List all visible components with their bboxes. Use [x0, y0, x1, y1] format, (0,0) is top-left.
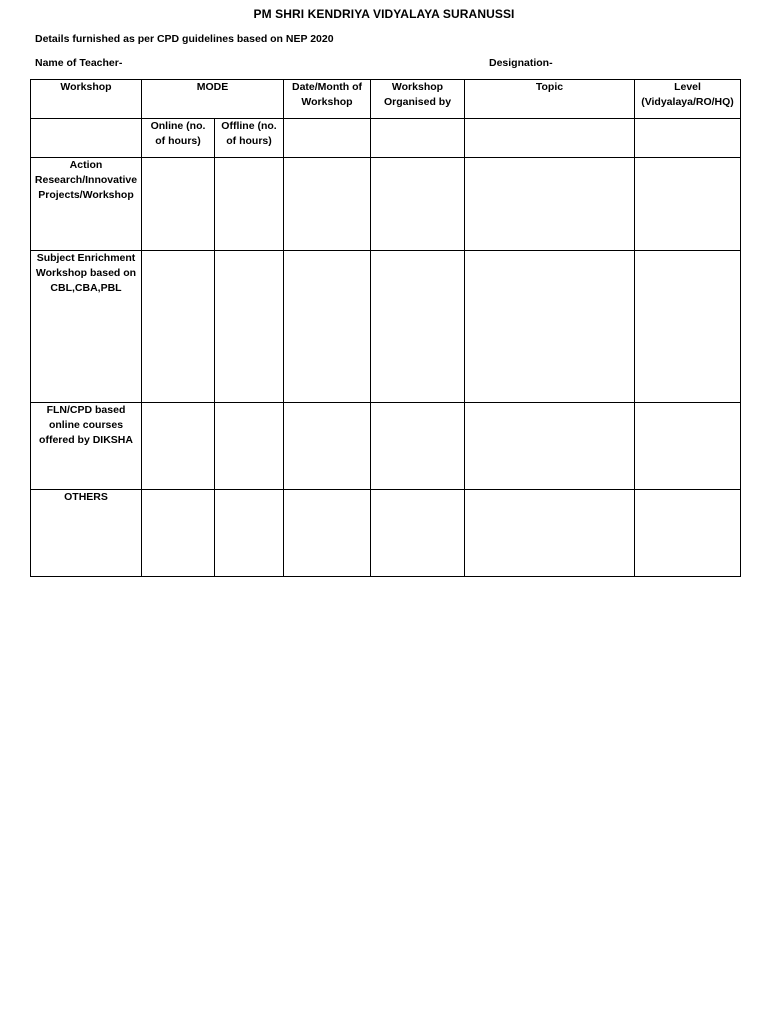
teacher-name-label: Name of Teacher- [35, 57, 123, 69]
table-cell [215, 158, 284, 251]
table-cell [465, 403, 635, 490]
table-cell [635, 251, 741, 403]
table-subheader-row [31, 119, 741, 158]
row-label-text: Subject Enrichment Workshop based on CBL,CBA,PBL [35, 252, 137, 294]
table-cell [465, 490, 635, 577]
header-workshop [31, 80, 142, 119]
table-cell [215, 251, 284, 403]
header-topic [465, 80, 635, 119]
table-cell [284, 158, 371, 251]
table-cell [465, 251, 635, 403]
subheader-online [142, 119, 215, 158]
header-level-text: Level (Vidyalaya/RO/HQ) [641, 81, 734, 108]
table-cell [284, 251, 371, 403]
row-label-subject-enrichment [31, 251, 142, 403]
table-cell [142, 490, 215, 577]
table-cell [465, 158, 635, 251]
table-cell [215, 490, 284, 577]
table-cell [465, 119, 635, 158]
header-organised-by [371, 80, 465, 119]
table-cell [284, 403, 371, 490]
row-label-text: Action Research/Innovative Projects/Workshop [34, 159, 138, 201]
header-level [635, 80, 741, 119]
table-row [31, 403, 741, 490]
cpd-table [30, 79, 741, 577]
row-label-text: OTHERS [64, 491, 108, 503]
table-cell [371, 119, 465, 158]
table-row [31, 158, 741, 251]
table-cell [31, 119, 142, 158]
table-cell [371, 251, 465, 403]
row-label-action-research [31, 158, 142, 251]
row-label-text: FLN/CPD based online courses offered by DIKSHA [39, 404, 133, 446]
table-cell [284, 490, 371, 577]
table-row [31, 251, 741, 403]
table-header-row [31, 80, 741, 119]
header-date-month [284, 80, 371, 119]
table-cell [215, 403, 284, 490]
header-topic-text: Topic [535, 81, 564, 93]
document-title: PM SHRI KENDRIYA VIDYALAYA SURANUSSI [253, 7, 515, 21]
subheader-offline-text: Offline (no. of hours) [221, 120, 277, 147]
table-cell [142, 403, 215, 490]
table-row [31, 490, 741, 577]
header-mode-text: MODE [196, 81, 229, 93]
table-cell [635, 158, 741, 251]
table-cell [635, 490, 741, 577]
document-subtitle: Details furnished as per CPD guidelines based on NEP 2020 [35, 33, 334, 45]
table-cell [142, 158, 215, 251]
table-cell [142, 251, 215, 403]
table-cell [284, 119, 371, 158]
row-label-fln-cpd [31, 403, 142, 490]
header-organised-by-text: Workshop Organised by [383, 81, 452, 108]
table-cell [635, 403, 741, 490]
header-date-month-text: Date/Month of Workshop [292, 81, 362, 108]
table-cell [371, 403, 465, 490]
subheader-offline [215, 119, 284, 158]
designation-label: Designation- [489, 57, 553, 69]
header-mode [142, 80, 284, 119]
header-workshop-text: Workshop [60, 81, 112, 93]
subheader-online-text: Online (no. of hours) [150, 120, 206, 147]
row-label-others [31, 490, 142, 577]
table-cell [371, 158, 465, 251]
table-cell [371, 490, 465, 577]
table-cell [635, 119, 741, 158]
